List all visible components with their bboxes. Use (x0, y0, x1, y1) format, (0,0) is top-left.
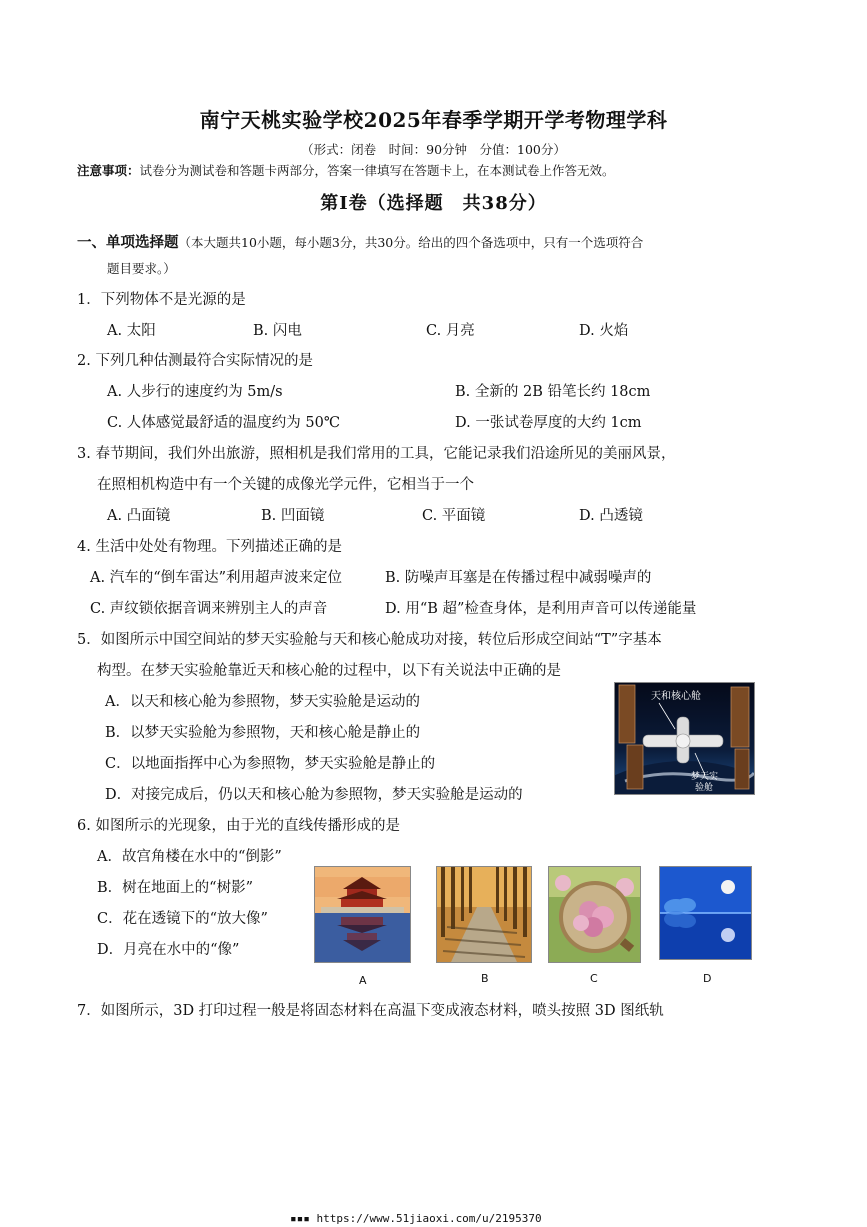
section-label: 一、单项选择题 (77, 234, 179, 251)
label-mengtian-1: 梦天实 (691, 772, 719, 782)
q4-option-c: C. 声纹锁依据音调来辨别主人的声音 (90, 601, 328, 617)
figure-d-caption: D (703, 972, 712, 985)
figure-c-caption: C (590, 972, 598, 985)
q1-option-d: D. 火焰 (579, 323, 629, 339)
figure-a-caption: A (359, 974, 367, 987)
section-desc-cont: 题目要求。） (107, 261, 176, 276)
figure-a-corner-tower-reflection (314, 866, 411, 963)
q5-option-d: D．对接完成后，仍以天和核心舱为参照物，梦天实验舱是运动的 (105, 787, 523, 803)
q5-stem-line2: 构型。在梦天实验舱靠近天和核心舱的过程中，以下有关说法中正确的是 (97, 663, 561, 679)
q1-stem: 1．下列物体不是光源的是 (77, 292, 246, 308)
q2-option-a: A. 人步行的速度约为 5m/s (107, 384, 283, 400)
label-mengtian-2: 验舱 (695, 783, 714, 793)
figure-c-magnified-flower (548, 866, 641, 963)
q3-option-a: A. 凸面镜 (107, 508, 171, 524)
label-tianhe: 天和核心舱 (651, 691, 701, 702)
figure-b-tree-shadow (436, 866, 532, 963)
exam-title: 南宁天桃实验学校2025年春季学期开学考物理学科 (199, 108, 668, 132)
section-desc: （本大题共10小题，每小题3分，共30分。给出的四个备选项中，只有一个选项符合 (178, 235, 644, 250)
q5-option-c: C．以地面指挥中心为参照物，梦天实验舱是静止的 (105, 756, 436, 772)
figure-b-caption: B (481, 972, 489, 985)
q2-option-d: D. 一张试卷厚度的大约 1cm (455, 415, 642, 431)
q2-stem: 2. 下列几种估测最符合实际情况的是 (77, 353, 313, 369)
q4-stem: 4. 生活中处处有物理。下列描述正确的是 (77, 539, 342, 555)
q1-option-c: C. 月亮 (426, 323, 475, 339)
part-title: 第Ⅰ卷（选择题 共38分） (320, 193, 547, 214)
q6-option-a: A．故宫角楼在水中的“倒影” (97, 849, 282, 865)
section-heading (77, 231, 643, 252)
notice-text: 试卷分为测试卷和答题卡两部分，答案一律填写在答题卡上，在本测试卷上作答无效。 (139, 163, 615, 178)
q3-stem-line1: 3. 春节期间，我们外出旅游，照相机是我们常用的工具，它能记录我们沿途所见的美丽风景， (77, 446, 676, 462)
figure-d-moon-reflection (659, 866, 752, 960)
q3-option-d: D. 凸透镜 (579, 508, 643, 524)
q6-option-b: B．树在地面上的“树影” (97, 880, 253, 896)
footer-url[interactable]: ▪▪▪ https://www.51jiaoxi.com/u/2195370 (290, 1212, 542, 1225)
q3-option-c: C. 平面镜 (422, 508, 486, 524)
notice (77, 161, 615, 179)
q6-option-d: D．月亮在水中的“像” (97, 942, 240, 958)
notice-label: 注意事项： (77, 163, 140, 178)
q3-option-b: B. 凹面镜 (261, 508, 325, 524)
q5-option-a: A．以天和核心舱为参照物，梦天实验舱是运动的 (105, 694, 420, 710)
q4-option-b: B. 防噪声耳塞是在传播过程中减弱噪声的 (385, 570, 652, 586)
q2-option-b: B. 全新的 2B 铅笔长约 18cm (455, 384, 651, 400)
q5-option-b: B．以梦天实验舱为参照物，天和核心舱是静止的 (105, 725, 421, 741)
q3-stem-line2: 在照相机构造中有一个关键的成像光学元件，它相当于一个 (97, 477, 474, 493)
space-station-illustration (615, 683, 754, 794)
q1-option-a: A. 太阳 (107, 323, 156, 339)
exam-subtitle: （形式：闭卷 时间：90分钟 分值：100分） (301, 142, 566, 157)
q6-option-c: C．花在透镜下的“放大像” (97, 911, 268, 927)
q7-stem: 7．如图所示，3D 打印过程一般是将固态材料在高温下变成液态材料，喷头按照 3D 图纸轨 (77, 1003, 664, 1019)
q4-option-d: D. 用“B 超”检查身体，是利用声音可以传递能量 (385, 601, 697, 617)
q2-option-c: C. 人体感觉最舒适的温度约为 50℃ (107, 415, 341, 431)
q5-stem-line1: 5．如图所示中国空间站的梦天实验舱与天和核心舱成功对接，转位后形成空间站“T”字基本 (77, 632, 662, 648)
q6-stem: 6. 如图所示的光现象，由于光的直线传播形成的是 (77, 818, 400, 834)
q4-option-a: A. 汽车的“倒车雷达”利用超声波来定位 (90, 570, 343, 586)
space-station-figure (614, 682, 755, 795)
q1-option-b: B. 闪电 (253, 323, 302, 339)
